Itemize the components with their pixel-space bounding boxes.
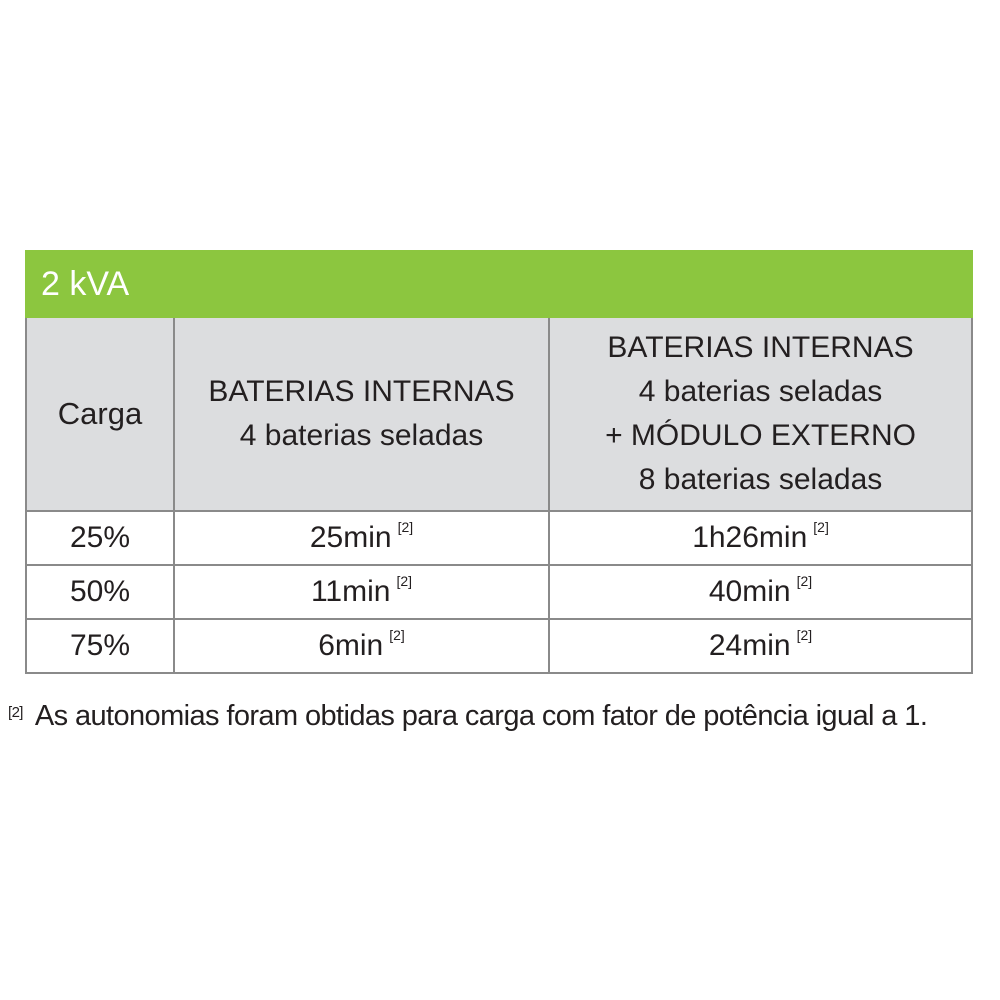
header-col1-line: BATERIAS INTERNAS [208,375,515,408]
time-value: 1h26min [692,521,808,554]
carga-cell: 75% [26,619,174,673]
internal-time-cell [174,511,549,565]
header-col2-line: 8 baterias seladas [638,463,883,496]
header-col2-line: BATERIAS INTERNAS [607,331,914,364]
autonomy-table [25,250,973,674]
table-header-row [26,317,972,511]
footnote-ref: [2] [813,519,829,535]
header-internal-batteries [174,317,549,511]
header-col1-line: 4 baterias seladas [239,419,484,452]
external-time-cell [549,511,972,565]
header-col2-line: + MÓDULO EXTERNO [605,419,916,452]
header-col2-line: 4 baterias seladas [638,375,883,408]
header-external-module [549,317,972,511]
internal-time-cell [174,565,549,619]
footnote-marker: [2] [8,704,23,721]
time-value: 11min [310,575,391,608]
footnote-ref: [2] [796,573,813,589]
footnote [8,700,998,733]
time-value: 24min [708,629,791,662]
internal-time-cell [174,619,549,673]
footnote-ref: [2] [397,519,414,535]
table-title-row [26,251,972,317]
carga-cell: 25% [26,511,174,565]
table-row [26,511,972,565]
carga-cell: 50% [26,565,174,619]
table-row [26,619,972,673]
table-title: 2 kVA [26,251,972,317]
footnote-ref: [2] [389,627,405,643]
time-value: 25min [309,521,392,554]
footnote-text: As autonomias foram obtidas para carga com fator de potência igual a 1. [34,700,928,732]
table-row [26,565,972,619]
external-time-cell [549,565,972,619]
external-time-cell [549,619,972,673]
time-value: 6min [318,629,384,662]
time-value: 40min [708,575,791,608]
footnote-ref: [2] [396,573,413,589]
footnote-ref: [2] [796,627,813,643]
header-carga: Carga [26,317,174,511]
